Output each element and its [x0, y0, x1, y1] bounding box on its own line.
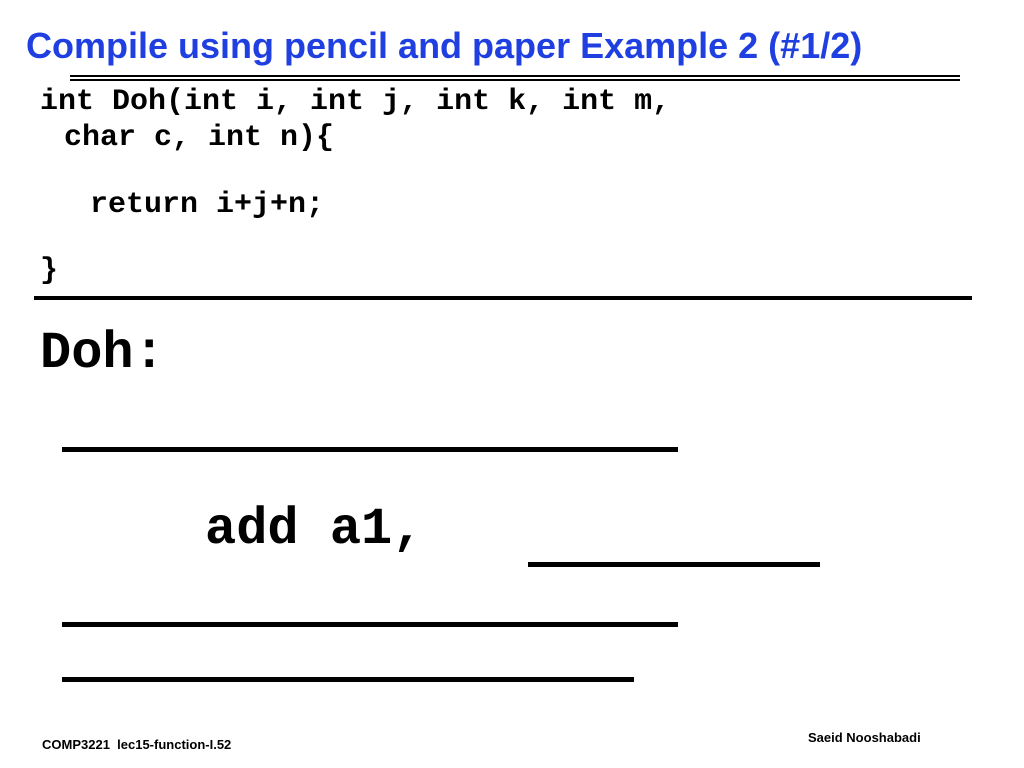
- code-line-signature: int Doh(int i, int j, int k, int m,: [40, 85, 671, 119]
- slide-title: Compile using pencil and paper Example 2 (#1/2): [26, 25, 863, 66]
- title-underline-top: [70, 75, 960, 77]
- asm-label-doh: Doh:: [40, 324, 165, 383]
- blank-line-3: [62, 677, 634, 682]
- blank-line-2: [62, 622, 678, 627]
- code-line-signature-cont: char c, int n){: [64, 121, 335, 155]
- section-divider: [34, 296, 972, 300]
- blank-add-operands: [528, 562, 820, 567]
- title-underline-bottom: [70, 79, 960, 81]
- footer-author: Saeid Nooshabadi: [808, 730, 921, 745]
- blank-line-1: [62, 447, 678, 452]
- footer-course-slide: COMP3221 lec15-function-I.52: [42, 737, 232, 752]
- code-line-close-brace: }: [40, 254, 59, 288]
- asm-add-instruction: add a1,: [205, 500, 424, 559]
- code-line-return: return i+j+n;: [90, 188, 325, 222]
